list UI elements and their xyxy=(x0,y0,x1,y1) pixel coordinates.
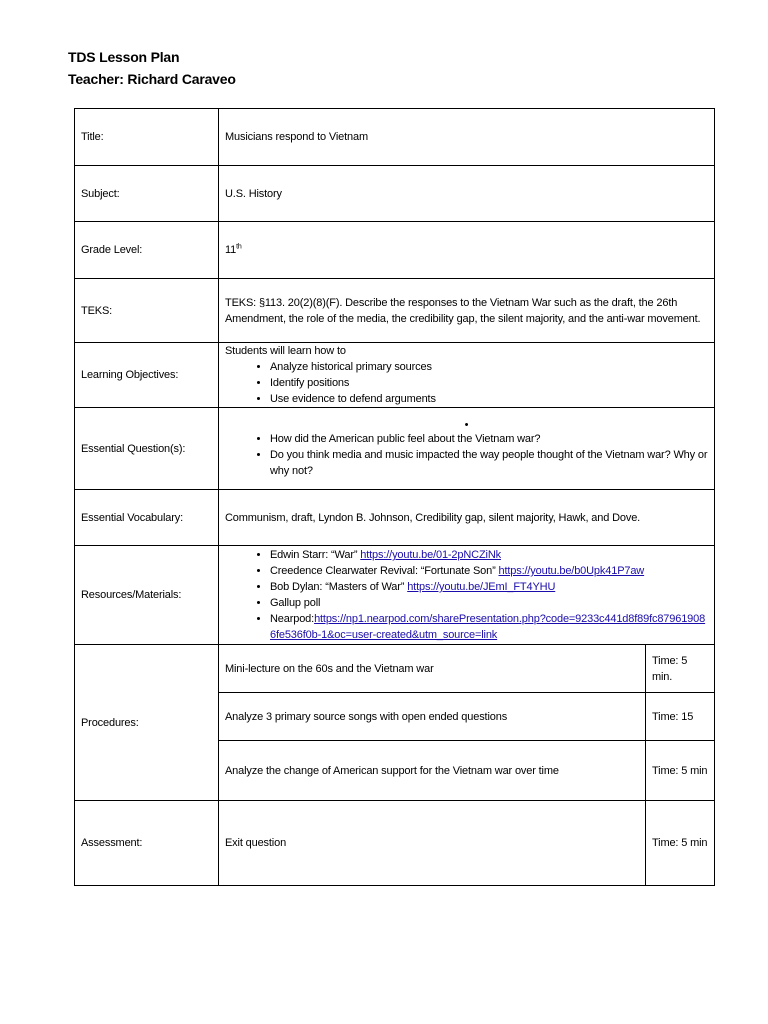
resource-text: Edwin Starr: “War” xyxy=(270,549,361,561)
resource-text: Creedence Clearwater Revival: “Fortunate Son” xyxy=(270,565,499,577)
questions-list xyxy=(225,431,708,479)
procedure-time: Time: 15 xyxy=(646,693,715,741)
resource-link[interactable]: https://np1.nearpod.com/sharePresentation.php?code=9233c441d8f89fc879619086fe536f0b-1&oc=user-created&utm_source=link xyxy=(270,613,706,641)
vocabulary-value: Communism, draft, Lyndon B. Johnson, Credibility gap, silent majority, Hawk, and Dove. xyxy=(219,490,715,546)
procedure-step: Mini-lecture on the 60s and the Vietnam war xyxy=(219,645,646,693)
objectives-intro: Students will learn how to xyxy=(225,345,346,357)
list-item xyxy=(270,595,708,611)
assessment-time: Time: 5 min xyxy=(646,801,715,886)
objectives-value xyxy=(219,343,715,408)
lesson-plan-table xyxy=(74,108,715,886)
grade-number: 11 xyxy=(225,244,237,256)
document-title: TDS Lesson Plan xyxy=(68,49,180,65)
resource-link[interactable]: https://youtu.be/b0Upk41P7aw xyxy=(498,565,645,577)
empty-bullet-icon: • xyxy=(464,418,469,431)
procedure-step: Analyze 3 primary source songs with open ended questions xyxy=(219,693,646,741)
row-vocabulary xyxy=(75,490,715,546)
procedure-time: Time: 5 min. xyxy=(646,645,715,693)
resources-value xyxy=(219,546,715,645)
row-subject xyxy=(75,166,715,222)
resource-link[interactable]: https://youtu.be/JEmI_FT4YHU xyxy=(407,581,556,593)
assessment-value: Exit question xyxy=(219,801,646,886)
procedure-step: Analyze the change of American support for the Vietnam war over time xyxy=(219,741,646,801)
list-item: • Do you think media and music impacted the way people thought of the Vietnam war? Why or why not? xyxy=(270,447,708,479)
list-item: • Identify positions xyxy=(270,375,708,391)
list-item: • Analyze historical primary sources xyxy=(270,359,708,375)
list-item xyxy=(270,579,708,595)
resources-label: Resources/Materials: xyxy=(75,546,219,645)
list-item xyxy=(270,563,708,579)
grade-label: Grade Level: xyxy=(75,222,219,279)
row-title xyxy=(75,109,715,166)
row-grade xyxy=(75,222,715,279)
row-resources xyxy=(75,546,715,645)
grade-suffix: th xyxy=(236,243,242,251)
resource-link[interactable]: https://youtu.be/01-2pNCZiNk xyxy=(360,549,501,561)
title-label: Title: xyxy=(75,109,219,166)
questions-label: Essential Question(s): xyxy=(75,408,219,490)
document-header xyxy=(68,46,236,90)
assessment-label: Assessment: xyxy=(75,801,219,886)
objectives-list xyxy=(225,359,708,407)
resource-text: Gallup poll xyxy=(270,597,321,609)
list-item: • How did the American public feel about the Vietnam war? xyxy=(270,431,708,447)
row-questions xyxy=(75,408,715,490)
grade-value xyxy=(219,222,715,279)
objectives-label: Learning Objectives: xyxy=(75,343,219,408)
resource-text: Bob Dylan: “Masters of War” xyxy=(270,581,408,593)
list-item xyxy=(270,547,708,563)
list-item xyxy=(270,611,708,643)
procedures-label: Procedures: xyxy=(75,645,219,801)
teks-label: TEKS: xyxy=(75,279,219,343)
list-item: • Use evidence to defend arguments xyxy=(270,391,708,407)
vocabulary-label: Essential Vocabulary: xyxy=(75,490,219,546)
subject-value: U.S. History xyxy=(219,166,715,222)
teacher-name: Teacher: Richard Caraveo xyxy=(68,71,236,87)
resource-text: Nearpod: xyxy=(270,613,315,625)
subject-label: Subject: xyxy=(75,166,219,222)
row-procedure-1 xyxy=(75,645,715,693)
title-value: Musicians respond to Vietnam xyxy=(219,109,715,166)
resources-list xyxy=(225,547,708,643)
teks-value: TEKS: §113. 20(2)(8)(F). Describe the responses to the Vietnam War such as the draft, the 26th Amendment, the role of the media, the credibility gap, the silent majority, and the anti-war movement. xyxy=(219,279,715,343)
questions-value xyxy=(219,408,715,490)
row-objectives xyxy=(75,343,715,408)
procedure-time: Time: 5 min xyxy=(646,741,715,801)
row-assessment xyxy=(75,801,715,886)
row-teks xyxy=(75,279,715,343)
